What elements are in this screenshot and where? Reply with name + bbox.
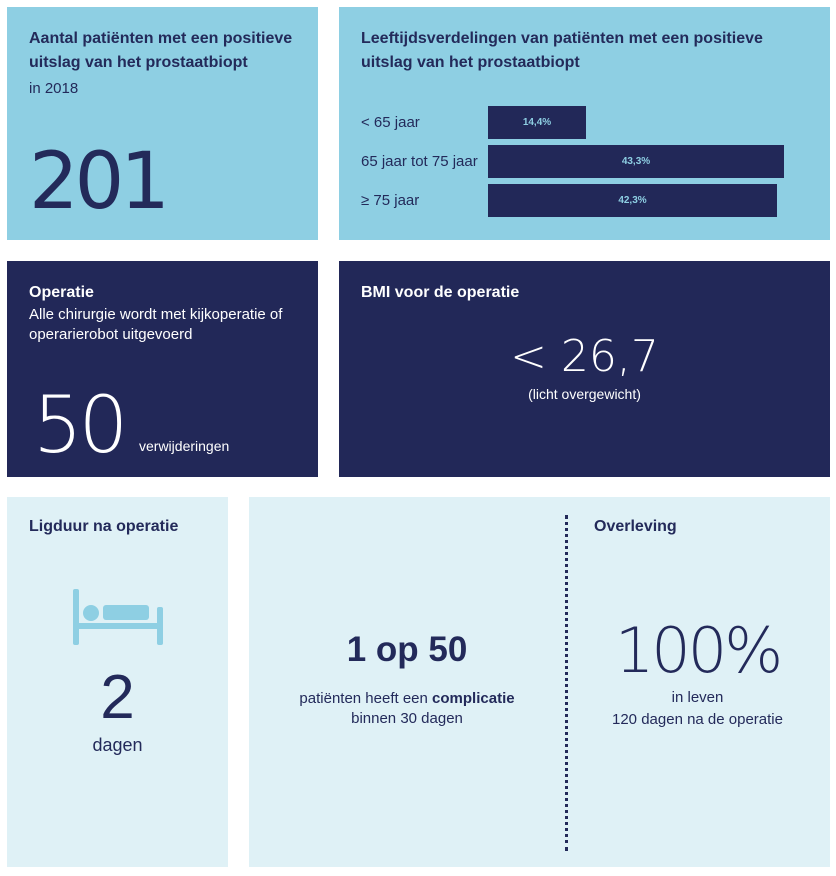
complication-text-bold: complicatie — [432, 690, 515, 707]
age-distribution-title: Leeftijdsverdelingen van patiënten met een positieve uitslag van het prostaatbiopt — [361, 30, 763, 71]
complication-text-before: patiënten heeft een — [299, 690, 433, 707]
length-of-stay-card — [7, 497, 228, 867]
bed-icon — [73, 589, 163, 645]
surgery-description: Alle chirurgie wordt met kijkoperatie of operarierobot uitgevoerd — [29, 306, 283, 343]
surgery-card — [7, 261, 318, 477]
surgery-unit: verwijderingen — [139, 438, 230, 454]
age-bar: 43,3% — [488, 145, 784, 178]
bmi-value-wrap — [339, 331, 830, 383]
bmi-title: BMI voor de operatie — [361, 284, 520, 301]
survival-percentage: 100% — [614, 614, 781, 687]
survival-line-1: in leven — [671, 689, 724, 706]
bmi-note: (licht overgewicht) — [528, 386, 641, 402]
surgery-title: Operatie — [29, 284, 94, 301]
stay-days-unit: dagen — [92, 735, 143, 755]
age-row-label: 65 jaar tot 75 jaar — [361, 152, 478, 170]
survival-line-2: 120 dagen na de operatie — [612, 711, 783, 728]
patient-count-title: Aantal patiënten met een positieve uitslag van het prostaatbiopt — [29, 30, 293, 71]
patient-count-year: in 2018 — [29, 80, 79, 97]
bmi-card — [339, 261, 830, 477]
complication-description — [249, 689, 565, 729]
patient-count-value: 201 — [29, 137, 166, 227]
survival-note — [565, 687, 830, 731]
age-bar: 42,3% — [488, 184, 777, 217]
bmi-value: < 26,7 — [510, 331, 659, 382]
age-distribution-card — [339, 7, 830, 240]
surgery-count: 50 — [33, 381, 125, 471]
stay-days-value: 2 — [100, 663, 135, 732]
stay-title: Ligduur na operatie — [29, 518, 179, 535]
age-row-label: ≥ 75 jaar — [361, 191, 420, 209]
age-row-label: < 65 jaar — [361, 113, 420, 131]
complication-survival-card — [249, 497, 830, 867]
patient-count-card — [7, 7, 318, 240]
complication-ratio: 1 op 50 — [346, 630, 468, 669]
survival-title: Overleving — [594, 518, 677, 535]
age-bar: 14,4% — [488, 106, 586, 139]
complication-text-after: binnen 30 dagen — [351, 710, 463, 727]
